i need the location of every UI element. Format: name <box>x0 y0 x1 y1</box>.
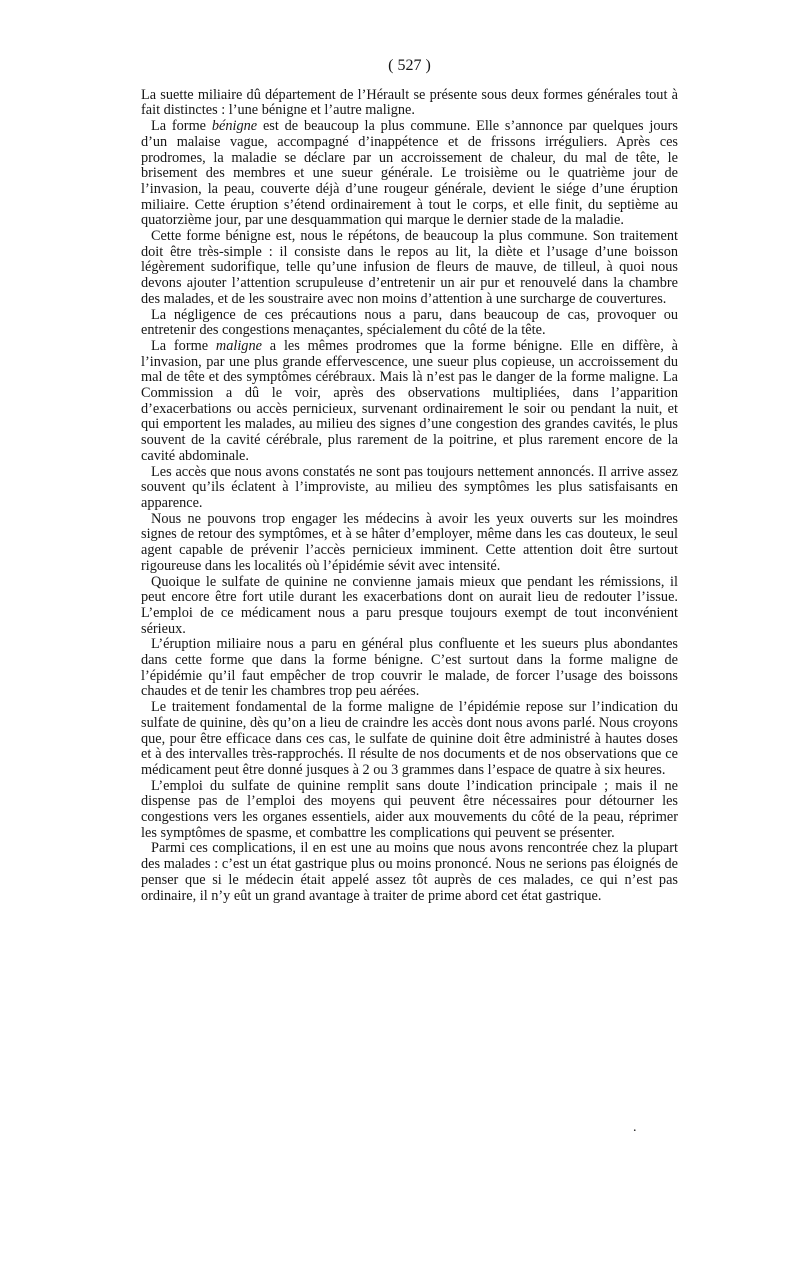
trailing-mark: . <box>633 1120 637 1135</box>
paragraph-text: Nous ne pouvons trop engager les médecins à avoir les yeux ouverts sur les moindres signes de retour des symptômes, et à se hâter d’employer, même dans les cas douteux, le seul agent capable de prévenir l’accès pernicieux imminent. Cette attention doit être surtout rigoureuse dans les localités où l’épidémie sévit avec intensité. <box>141 510 678 574</box>
page-number: ( 527 ) <box>388 57 431 74</box>
paragraph-11 <box>141 779 678 842</box>
paragraph-9 <box>141 637 678 700</box>
paragraph-3 <box>141 229 678 308</box>
paragraph-6 <box>141 465 678 512</box>
paragraph-10 <box>141 700 678 779</box>
paragraph-text: La suette miliaire dû département de l’Hérault se présente sous deux formes générales tout à fait distinctes : l’une bénigne et l’autre maligne. <box>141 86 678 119</box>
paragraph-text: Le traitement fondamental de la forme maligne de l’épidémie repose sur l’indication du sulfate de quinine, dès qu’on a lieu de craindre les accès dont nous avons parlé. Nous croyons que, pour être efficace dans ces cas, le sulfate de quinine doit être administré à hautes doses et à des intervalles très-rapprochés. Il résulte de nos documents et de nos observations que ce médicament peut être donné jusques à 2 ou 3 grammes dans l’espace de quatre à six heures. <box>141 699 678 778</box>
paragraph-4 <box>141 308 678 339</box>
paragraph-text: La forme <box>151 337 216 354</box>
paragraph-text: Parmi ces complications, il en est une au moins que nous avons rencontrée chez la plupart des malades : c’est un état gastrique plus ou moins prononcé. Nous ne serions pas éloignés de penser que si le médecin était appelé assez tôt auprès de ces malades, ce qui n’est pas ordinaire, il n’y eût un grand avantage à traiter de prime abord cet état gastrique. <box>141 840 678 904</box>
paragraph-text: a les mêmes prodromes que la forme bénigne. Elle en diffère, à l’invasion, par une plus grande effervescence, une sueur plus copieuse, un accroissement du mal de tête et des symptômes cérébraux. Mais là n’est pas le danger de la forme maligne. La Commission a dû le voir, après des observations multipliées, dans l’apparition d’exacerbations ou accès pernicieux, survenant ordinairement le soir ou pendant la nuit, et qui emportent les malades, au milieu des signes d’une congestion des grandes cavités, le plus souvent de la cavité cérébrale, plus rarement de la poitrine, et plus rarement encore de la cavité abdominale. <box>141 337 678 464</box>
paragraph-8 <box>141 575 678 638</box>
paragraph-text: est de beaucoup la plus commune. Elle s’annonce par quelques jours d’un malaise vague, accompagné d’inappétence et de frissons irréguliers. Après ces prodromes, la maladie se déclare par un accroissement de chaleur, du mal de tête, le brisement des membres et une sueur générale. Le troisième ou le quatrième jour de l’invasion, la peau, couverte déjà d’une rougeur générale, devient le siége d’une éruption miliaire. Cette éruption s’étend ordinairement à tout le corps, et elle finit, du septième au quatorzième jour, par une desquammation qui marque le dernier stade de la maladie. <box>141 118 678 229</box>
paragraph-text: Quoique le sulfate de quinine ne convienne jamais mieux que pendant les rémissions, il peut encore être fort utile durant les exacerbations dont on aurait lieu de redouter l’issue. L’emploi de ce médicament nous a paru presque toujours exempt de tout inconvénient sérieux. <box>141 573 678 637</box>
paragraph-2 <box>141 119 678 229</box>
paragraph-12 <box>141 841 678 904</box>
emphasis-maligne: maligne <box>215 337 262 354</box>
paragraph-7 <box>141 512 678 575</box>
paragraph-text: Les accès que nous avons constatés ne sont pas toujours nettement annoncés. Il arrive assez souvent qu’ils éclatent à l’improviste, au milieu des symptômes les plus satisfaisants en apparence. <box>141 463 678 511</box>
document-page <box>141 58 678 904</box>
paragraph-text: Cette forme bénigne est, nous le répétons, de beaucoup la plus commune. Son traitement doit être très-simple : il consiste dans le repos au lit, la diète et l’usage d’une boisson légèrement sudorifique, telle qu’une infusion de fleurs de mauve, de tilleul, à quoi nous devons ajouter l’attention scrupuleuse d’entretenir un air pur et renouvelé dans la chambre des malades, et de les soustraire avec non moins d’attention à une surcharge de couvertures. <box>141 228 678 307</box>
emphasis-benigne: bénigne <box>211 118 258 135</box>
paragraph-1 <box>141 88 678 119</box>
paragraph-text: L’emploi du sulfate de quinine remplit sans doute l’indication principale ; mais il ne dispense pas de l’emploi des moyens qui peuvent être nécessaires pour détourner les congestions vers les organes essentiels, aider aux mouvements du côté de la peau, réprimer les symptômes de spasme, et combattre les complications qui peuvent se présenter. <box>141 777 678 841</box>
paragraph-text: La forme <box>151 118 212 135</box>
paragraph-text: L’éruption miliaire nous a paru en général plus confluente et les sueurs plus abondantes dans cette forme que dans la forme bénigne. C’est surtout dans la forme maligne de l’épidémie qu’il faut empêcher de trop couvrir le malade, de forcer l’usage des boissons chaudes et de tenir les chambres trop peu aérées. <box>141 636 678 700</box>
paragraph-5 <box>141 339 678 465</box>
paragraph-text: La négligence de ces précautions nous a paru, dans beaucoup de cas, provoquer ou entretenir des congestions menaçantes, spécialement du côté de la tête. <box>141 306 678 339</box>
